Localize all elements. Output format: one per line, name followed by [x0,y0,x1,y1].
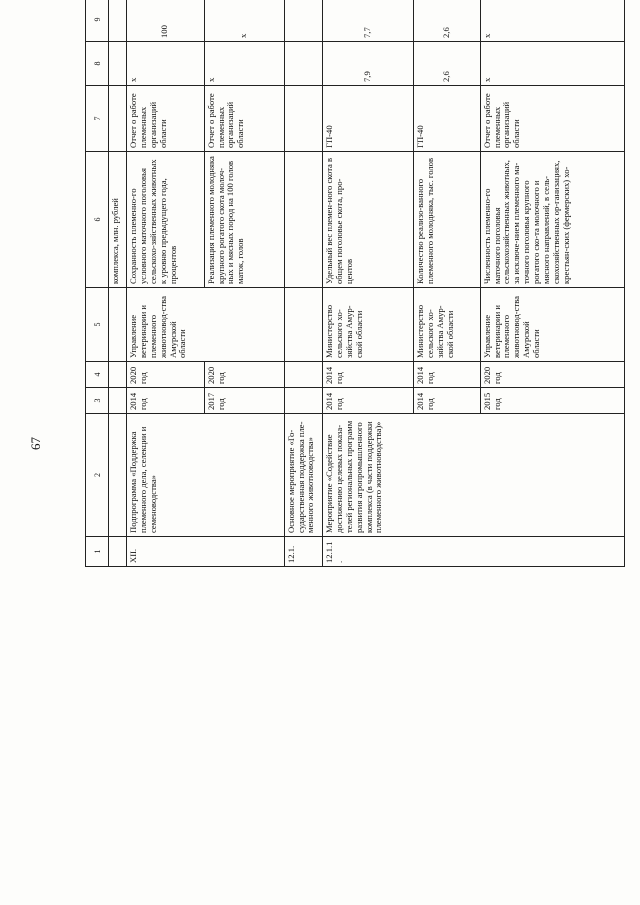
col-header: 7 [86,86,109,152]
col-header: 1 [86,537,109,567]
cell-source: ГП-40 [414,86,481,152]
cell-value: х [127,42,205,86]
cell-indicator: Сохранность племенно-го условного маточного поголовья сельскохо-зяйственных животных к уровню предыдущего года, процентов [127,152,205,288]
cell-number: 12.1.1. [323,537,625,567]
cell-number: 12.1. [284,537,322,567]
cell-value: 2,6 [414,0,481,42]
col-header: 9 [86,0,109,42]
rotated-table-wrapper [85,0,625,567]
cell-name: Основное мероприятие «Го-сударственная поддержка пле-менного животноводства» [284,414,322,537]
cell-end-year: 2014 год [414,362,481,388]
table-row [127,0,205,567]
cell-name: Подпрограмма «Поддержка племенного дела, селекции и семеноводства» [127,414,285,537]
header-row [86,0,109,567]
cell-end-year: 2020 год [204,362,284,388]
table-row [109,0,127,567]
cell-name: Мероприятие «Содействие достижению целевых показа-телей региональных программ развития агропромышленного комплекса (в части поддержки племенного животноводства)» [323,414,625,537]
col-header: 4 [86,362,109,388]
cell-value: 2,6 [414,42,481,86]
cell-indicator: Реализация племенного молодняка крупного рогатого скота молоч-ных и мясных пород на 100 голов маток, голов [204,152,284,288]
cell-source: Отчет о работе племенных организаций области [127,86,205,152]
cell-value: х [480,42,624,86]
cell-start-year: 2014 год [127,388,205,414]
cell-start-year: 2015 год [480,388,624,414]
cell-value: 7,7 [323,0,414,42]
page-number: 67 [28,437,43,450]
cell-responsible: Министерство сельского хо-зяйства Амур-ской области [323,288,414,362]
cell-value: х [204,0,284,42]
cell-start-year: 2017 год [204,388,284,414]
cell-responsible: Управление ветеринарии и племенного животновод-ства Амурской области [480,288,624,362]
col-header: 2 [86,414,109,537]
cell-end-year: 2020 год [480,362,624,388]
cell-value: 100 [127,0,205,42]
col-header: 6 [86,152,109,288]
cell-source: Отчет о работе племенных организаций области [480,86,624,152]
col-header: 3 [86,388,109,414]
cell-source: ГП-40 [323,86,414,152]
cell-indicator: комплекса, млн. рублей [109,152,127,288]
cell-responsible: Управление ветеринарии и племенного животновод-ства Амурской области [127,288,285,362]
cell-responsible: Министерство сельского хо-зяйства Амур-ской области [414,288,481,362]
table-row [323,0,414,567]
col-header: 8 [86,42,109,86]
cell-start-year: 2014 год [323,388,414,414]
cell-value: 7,9 [323,42,414,86]
cell-number: XII. [127,537,285,567]
cell-start-year: 2014 год [414,388,481,414]
cell-end-year: 2014 год [323,362,414,388]
cell-indicator: Удельный вес племен-ного скота в общем поголовье скота, про-центов [323,152,414,288]
col-header: 5 [86,288,109,362]
cell-indicator: Численность племенно-го маточного поголовья сельскохозяйственных животных, за исключе-нием племенного ма-точного поголовья крупного рогатого ско-та молочного и мясного направлений, в сель-скохозяйственных ор-ганизациях, крестьян-ских (фермерских) хо- [480,152,624,288]
cell-value: х [480,0,624,42]
table-row [284,0,322,567]
cell-indicator: Количество реализо-ванного племенного молодняка, тыс. голов [414,152,481,288]
cell-end-year: 2020 год [127,362,205,388]
cell-value: х [204,42,284,86]
table-stage [85,17,625,897]
indicators-table [85,0,625,567]
cell-source: Отчет о работе племенных организаций области [204,86,284,152]
